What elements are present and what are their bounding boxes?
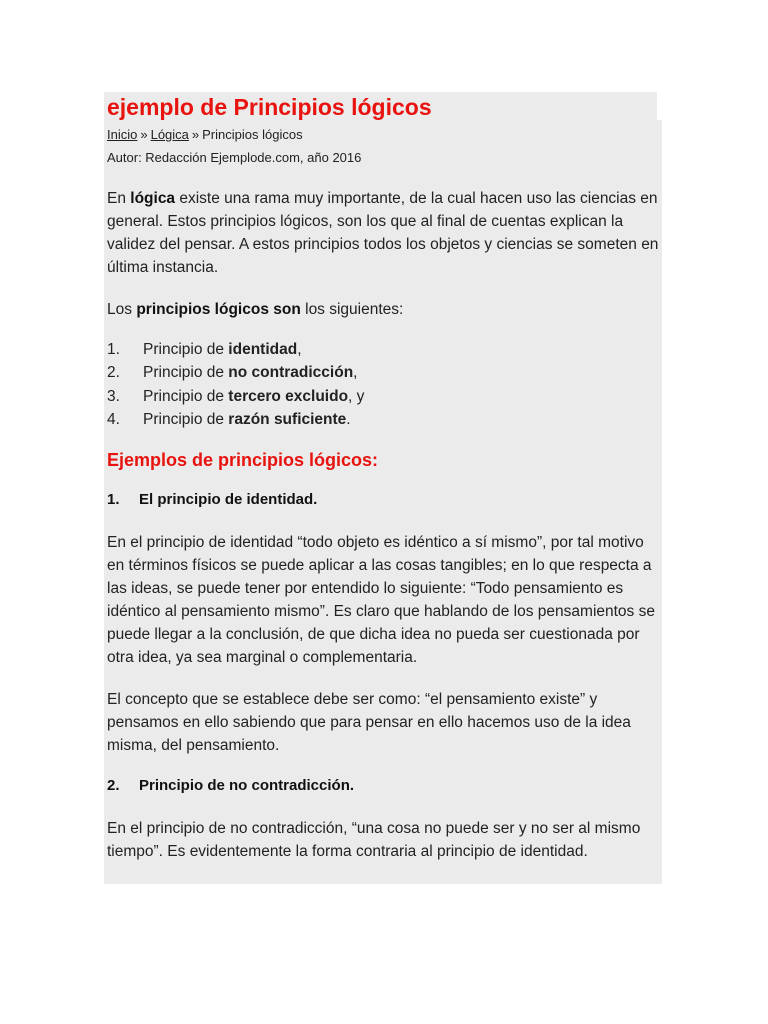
breadcrumb-current: Principios lógicos (202, 127, 303, 142)
section-number: 2. (107, 777, 120, 794)
breadcrumb-separator: » (191, 127, 200, 142)
intro-paragraph (107, 187, 659, 279)
list-item-number: 4. (107, 410, 120, 428)
list-item-keyword: tercero excluido (228, 387, 349, 405)
section-number: 1. (107, 491, 120, 508)
list-item-keyword: razón suficiente (228, 410, 347, 428)
list-item-pre: Principio de (143, 341, 229, 358)
list-item (107, 338, 364, 361)
intro-text-post: existe una rama muy importante, de la cual hacen uso las ciencias en general. Estos principios lógicos, son los que al final de cuentas explican la validez del pensar. A estos principios todos los objetos y ciencias se someten en última instancia. (107, 190, 659, 276)
title-band-gap (657, 92, 662, 120)
section-heading-identity (107, 490, 317, 510)
principles-intro (107, 298, 659, 321)
list-item-post: , (353, 364, 358, 382)
list-item (107, 361, 364, 384)
intro-keyword: lógica (130, 190, 176, 207)
breadcrumb-link-category[interactable]: Lógica (150, 127, 189, 142)
list-item-number: 2. (107, 364, 120, 382)
list-item-post: . (346, 410, 351, 428)
breadcrumb-link-home[interactable]: Inicio (107, 127, 138, 142)
list-item (107, 385, 364, 408)
list-item-number: 3. (107, 387, 120, 405)
principles-intro-post: los siguientes: (300, 301, 404, 318)
list-item-post: , (297, 341, 302, 358)
list-item (107, 408, 364, 431)
identity-paragraph-2: El concepto que se establece debe ser como: “el pensamiento existe” y pensamos en ello sabiendo que para pensar en ello hacemos uso de la idea misma, del pensamiento. (107, 691, 631, 754)
author-line: Autor: Redacción Ejemplode.com, año 2016 (107, 150, 362, 165)
list-item-keyword: no contradicción (228, 364, 354, 382)
breadcrumb (107, 127, 303, 143)
list-item-pre: Principio de (143, 410, 229, 428)
section-title: El principio de identidad. (139, 491, 318, 508)
principles-list (107, 338, 364, 431)
non-contradiction-paragraph: En el principio de no contradicción, “una cosa no puede ser y no ser al mismo tiempo”. Es evidentemente la forma contraria al principio de identidad. (107, 820, 641, 860)
principles-intro-pre: Los (107, 301, 137, 318)
examples-heading: Ejemplos de principios lógicos: (107, 450, 379, 470)
page-title: ejemplo de Principios lógicos (107, 94, 432, 120)
section-heading-non-contradiction (107, 776, 354, 796)
section-title: Principio de no contradicción. (139, 777, 355, 794)
document-page (104, 92, 662, 884)
list-item-keyword: identidad (228, 341, 298, 358)
list-item-pre: Principio de (143, 364, 229, 382)
principles-intro-keyword: principios lógicos son (136, 301, 301, 318)
intro-text-pre: En (107, 190, 131, 207)
list-item-pre: Principio de (143, 387, 229, 405)
list-item-number: 1. (107, 341, 120, 358)
breadcrumb-separator: » (140, 127, 148, 142)
identity-paragraph-1: En el principio de identidad “todo objeto es idéntico a sí mismo”, por tal motivo en términos físicos se puede aplicar a las cosas tangibles; en lo que respecta a las ideas, se puede tener por entendido lo siguiente: “Todo pensamiento es idéntico al pensamiento mismo”. Es claro que hablando de los pensamientos se puede llegar a la conclusión, de que dicha idea no pueda ser cuestionada por otra idea, ya sea marginal o complementaria. (107, 534, 655, 666)
list-item-post: , y (348, 387, 365, 405)
